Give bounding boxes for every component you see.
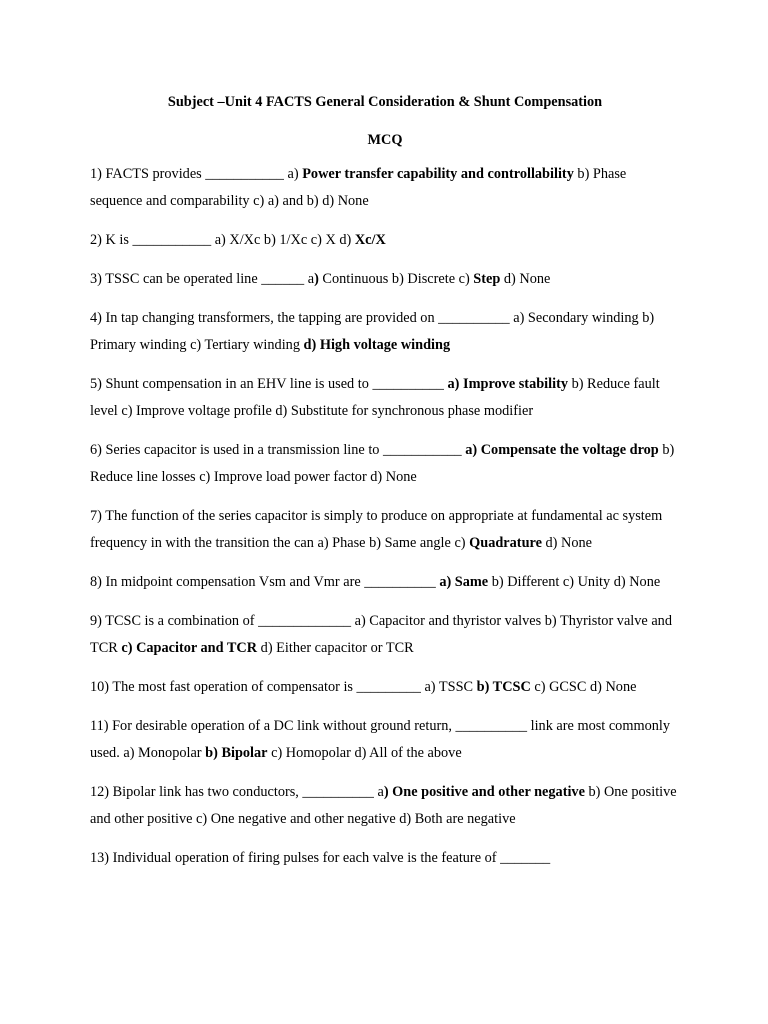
question-text: 9) TCSC is a combination of _____________ a) Capacitor and thyristor valves b) Thyristor valve and TCR [90,613,672,656]
question-text: d) None [541,535,592,551]
question-text: 4) In tap changing transformers, the tapping are provided on __________ a) Secondary winding b) Primary winding c) Tertiary winding [90,310,655,353]
page-title: Subject –Unit 4 FACTS General Consideration & Shunt Compensation [167,94,603,110]
page-subtitle: MCQ [367,132,403,148]
question-text: 11) For desirable operation of a DC link without ground return, __________ link are most commonly used. a) Monopolar [90,718,670,761]
answer-highlight: c) Capacitor and TCR [121,640,258,656]
answer-highlight: a) Compensate the voltage drop [465,442,659,458]
question-item [90,437,680,491]
question-text: b) One positive and other positive c) One negative and other negative d) Both are negative [90,784,677,827]
question-item [90,674,680,701]
question-item [90,845,680,872]
question-item [90,779,680,833]
question-text: 3) TSSC can be operated line ______ a [90,271,315,287]
answer-highlight: a) Same [439,574,489,590]
question-text: d) Either capacitor or TCR [257,640,414,656]
question-item [90,713,680,767]
question-text: c) Homopolar d) All of the above [267,745,462,761]
answer-highlight: Step [473,271,501,287]
question-item [90,305,680,359]
question-text: b) Reduce fault level c) Improve voltage profile d) Substitute for synchronous phase modifier [90,376,660,419]
answer-highlight: ) One positive and other negative [383,784,585,800]
answer-highlight: ) [314,271,319,287]
question-item [90,161,680,215]
question-item [90,608,680,662]
question-item [90,503,680,557]
answer-highlight: Power transfer capability and controllability [302,166,574,182]
question-text: 7) The function of the series capacitor is simply to produce on appropriate at fundamental ac system frequency in with the transition the can a) Phase b) Same angle c) [90,508,663,551]
answer-highlight: d) High voltage winding [303,337,451,353]
answer-highlight: Xc/X [354,232,386,248]
question-text: 5) Shunt compensation in an EHV line is used to __________ [90,376,448,392]
question-item [90,569,680,596]
question-text: Continuous b) Discrete c) [318,271,474,287]
answer-highlight: Quadrature [469,535,542,551]
question-item [90,266,680,293]
question-text: d) None [500,271,551,287]
question-text: b) Phase sequence and comparability c) a) and b) d) None [90,166,627,209]
question-text: 13) Individual operation of firing pulses for each valve is the feature of _______ [90,850,551,866]
document-page [90,92,680,884]
answer-highlight: b) Bipolar [205,745,268,761]
question-text: 2) K is ___________ a) X/Xc b) 1/Xc c) X d) [90,232,355,248]
question-text: 12) Bipolar link has two conductors, __________ a [90,784,384,800]
question-item [90,227,680,254]
question-item [90,371,680,425]
question-text: b) Different c) Unity d) None [488,574,661,590]
question-text: 8) In midpoint compensation Vsm and Vmr are __________ [90,574,440,590]
question-list [90,161,680,872]
answer-highlight: a) Improve stability [447,376,568,392]
question-text: 6) Series capacitor is used in a transmission line to ___________ [90,442,466,458]
answer-highlight: b) TCSC [476,679,531,695]
question-text: 10) The most fast operation of compensator is _________ a) TSSC [90,679,477,695]
question-text: c) GCSC d) None [530,679,637,695]
question-text: b) Reduce line losses c) Improve load power factor d) None [90,442,675,485]
question-text: 1) FACTS provides ___________ a) [90,166,303,182]
